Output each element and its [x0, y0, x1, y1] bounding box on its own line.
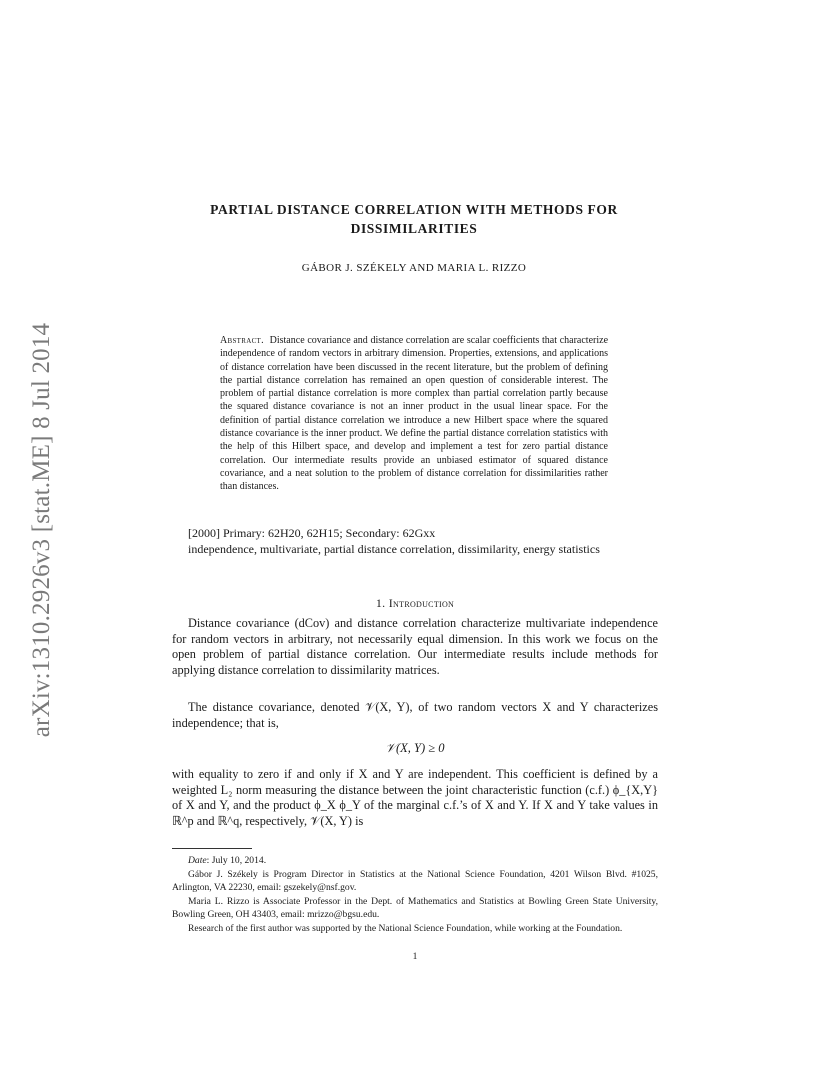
arxiv-id-text: arXiv:1310.2926v3 [stat.ME] 8 Jul 2014 [28, 322, 55, 738]
paper-title: PARTIAL DISTANCE CORRELATION WITH METHODS FOR DISSIMILARITIES [210, 202, 618, 236]
abstract-text: Distance covariance and distance correlation are scalar coefficients that characterize independence of random vectors in arbitrary dimension. Properties, extensions, and applications of distance correlation have been discussed in the recent literature, but the problem of defining the partial distance correlation has remained an open question of considerable interest. The problem of partial distance correlation is more complex than partial correlation partly because the squared distance covariance is not an inner product in the usual linear space. For the definition of partial distance correlation we introduce a new Hilbert space where the squared distance covariance is the inner product. We define the partial distance correlation statistics with the help of this Hilbert space, and develop and implement a test for zero partial distance correlation. Our intermediate results provide an unbiased estimator of squared distance covariance, and a neat solution to the problem of distance correlation for dissimilarities rather than distances. [220, 335, 609, 493]
keywords: independence, multivariate, partial distance correlation, dissimilarity, energy statistics [188, 542, 600, 556]
intro-paragraph-1: Distance covariance (dCov) and distance correlation characterize multivariate independence for random vectors in arbitrary, not necessarily equal dimension. In this work we focus on the open problem of partial distance correlation. Our intermediate results include methods for applying distance correlation to dissimilarity matrices. [172, 616, 658, 678]
section-heading-introduction: 1. Introduction [375, 596, 455, 610]
msc-classification: [2000] Primary: 62H20, 62H15; Secondary: 62Gxx [188, 526, 436, 540]
abstract-label: Abstract. [220, 335, 264, 346]
arxiv-stamp [22, 300, 62, 760]
footnote-author-2: Maria L. Rizzo is Associate Professor in the Dept. of Mathematics and Statistics at Bowling Green State University, Bowling Green, OH 43403, email: mrizzo@bgsu.edu. [172, 895, 658, 921]
page-number: 1 [412, 952, 418, 962]
abstract [220, 334, 608, 494]
footnote-rule [172, 848, 252, 849]
footnote-date-label: Date [188, 855, 207, 866]
paper-authors: GÁBOR J. SZÉKELY AND MARIA L. RIZZO [301, 262, 527, 274]
footnote-date [172, 854, 658, 868]
equation-dcov-nonnegative: 𝒱(X, Y) ≥ 0 [385, 741, 445, 755]
intro-paragraph-2: The distance covariance, denoted 𝒱(X, Y), of two random vectors X and Y characterizes independence; that is, [172, 700, 658, 730]
footnotes [172, 854, 658, 936]
intro-paragraph-3: with equality to zero if and only if X and Y are independent. This coefficient is defined by a weighted L₂ norm measuring the distance between the joint characteristic function (c.f.) ϕ_{X,Y} of X and Y, and the product ϕ_X ϕ_Y of the marginal c.f.’s of X and Y. If X and Y take values in ℝ^p and ℝ^q, respectively, 𝒱(X, Y) is [172, 767, 658, 829]
footnote-date-value: : July 10, 2014. [206, 855, 267, 866]
footnote-support: Research of the first author was supported by the National Science Foundation, while working at the Foundation. [188, 922, 623, 934]
footnote-author-1: Gábor J. Székely is Program Director in Statistics at the National Science Foundation, 4201 Wilson Blvd. #1025, Arlington, VA 22230, email: gszekely@nsf.gov. [172, 868, 658, 894]
